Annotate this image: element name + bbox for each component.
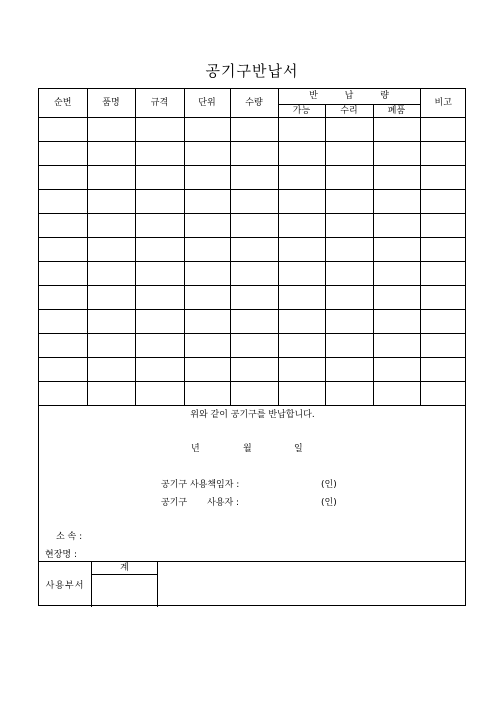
table-cell[interactable] [230, 309, 278, 333]
table-cell[interactable] [420, 117, 466, 141]
table-cell[interactable] [39, 189, 87, 213]
table-cell[interactable] [39, 165, 87, 189]
table-cell[interactable] [278, 213, 325, 237]
table-cell[interactable] [230, 165, 278, 189]
return-statement: 위와 같이 공기구를 반납합니다. [190, 410, 315, 420]
table-cell[interactable] [325, 357, 373, 381]
item-table [39, 89, 466, 406]
table-cell[interactable] [373, 381, 420, 405]
table-cell[interactable] [184, 189, 230, 213]
table-cell[interactable] [135, 165, 184, 189]
header-spec: 규격 [135, 89, 184, 117]
table-cell[interactable] [230, 261, 278, 285]
table-cell[interactable] [230, 237, 278, 261]
date-day: 일 [294, 444, 303, 454]
document-title: 공기구반납서 [205, 62, 299, 80]
table-cell[interactable] [325, 285, 373, 309]
table-row [39, 189, 466, 213]
department-approval [39, 561, 466, 607]
table-cell[interactable] [373, 141, 420, 165]
site-name-label: 현장명 : [45, 550, 77, 560]
table-cell[interactable] [278, 141, 325, 165]
table-cell[interactable] [184, 237, 230, 261]
table-cell[interactable] [230, 213, 278, 237]
table-cell[interactable] [39, 285, 87, 309]
user-signer-label: 공기구 사용자 : [161, 498, 240, 508]
total-sign-box [92, 575, 158, 607]
table-cell[interactable] [230, 285, 278, 309]
table-cell[interactable] [87, 285, 135, 309]
user-seal: (인) [321, 498, 337, 508]
table-row [39, 117, 466, 141]
table-cell[interactable] [325, 261, 373, 285]
header-item: 품명 [87, 89, 135, 117]
table-cell[interactable] [135, 261, 184, 285]
table-cell[interactable] [135, 381, 184, 405]
table-cell[interactable] [420, 333, 466, 357]
header-repair: 수리 [325, 104, 373, 117]
header-no: 순번 [39, 89, 87, 117]
table-row [39, 237, 466, 261]
date-year: 년 [191, 444, 200, 454]
table-row [39, 261, 466, 285]
table-cell[interactable] [39, 333, 87, 357]
table-cell[interactable] [373, 165, 420, 189]
table-cell[interactable] [135, 285, 184, 309]
table-cell[interactable] [278, 189, 325, 213]
total-head: 계 [92, 562, 158, 575]
table-cell[interactable] [420, 213, 466, 237]
table-cell[interactable] [184, 141, 230, 165]
table-cell[interactable] [278, 381, 325, 405]
table-cell[interactable] [420, 357, 466, 381]
table-row [39, 141, 466, 165]
table-cell[interactable] [278, 309, 325, 333]
table-cell[interactable] [184, 333, 230, 357]
table-cell[interactable] [373, 261, 420, 285]
date-month: 월 [243, 444, 252, 454]
table-cell[interactable] [135, 141, 184, 165]
table-cell[interactable] [325, 141, 373, 165]
table-cell[interactable] [87, 357, 135, 381]
table-cell[interactable] [278, 333, 325, 357]
table-cell[interactable] [420, 141, 466, 165]
table-cell[interactable] [87, 309, 135, 333]
table-cell[interactable] [420, 261, 466, 285]
table-cell[interactable] [278, 285, 325, 309]
header-scrap: 폐품 [373, 104, 420, 117]
table-cell[interactable] [420, 381, 466, 405]
table-cell[interactable] [135, 189, 184, 213]
table-cell[interactable] [87, 117, 135, 141]
table-cell[interactable] [39, 213, 87, 237]
table-cell[interactable] [325, 165, 373, 189]
table-cell[interactable] [230, 189, 278, 213]
table-cell[interactable] [135, 357, 184, 381]
table-cell[interactable] [230, 333, 278, 357]
table-cell[interactable] [420, 285, 466, 309]
header-usable: 가능 [278, 104, 325, 117]
table-cell[interactable] [39, 117, 87, 141]
table-row [39, 357, 466, 381]
table-cell[interactable] [420, 309, 466, 333]
table-row [39, 165, 466, 189]
table-cell[interactable] [278, 237, 325, 261]
table-cell[interactable] [184, 261, 230, 285]
table-cell[interactable] [325, 237, 373, 261]
affiliation-label: 소 속 : [56, 532, 83, 542]
table-cell[interactable] [184, 117, 230, 141]
table-cell[interactable] [373, 117, 420, 141]
table-cell[interactable] [325, 117, 373, 141]
table-cell[interactable] [325, 381, 373, 405]
table-cell[interactable] [373, 333, 420, 357]
department-label: 사용부서 [39, 562, 92, 607]
table-cell[interactable] [87, 333, 135, 357]
table-cell[interactable] [325, 333, 373, 357]
table-cell[interactable] [278, 261, 325, 285]
table-cell[interactable] [373, 189, 420, 213]
table-cell[interactable] [39, 381, 87, 405]
table-cell[interactable] [87, 165, 135, 189]
table-cell[interactable] [373, 237, 420, 261]
table-cell[interactable] [135, 237, 184, 261]
responsible-seal: (인) [321, 480, 337, 490]
table-cell[interactable] [184, 309, 230, 333]
table-cell[interactable] [420, 189, 466, 213]
table-cell[interactable] [230, 141, 278, 165]
table-row [39, 381, 466, 405]
table-cell[interactable] [325, 213, 373, 237]
table-cell[interactable] [87, 261, 135, 285]
table-cell[interactable] [278, 357, 325, 381]
table-cell[interactable] [135, 117, 184, 141]
table-cell[interactable] [135, 309, 184, 333]
table-row [39, 213, 466, 237]
table-cell[interactable] [184, 357, 230, 381]
table-cell[interactable] [373, 309, 420, 333]
table-cell[interactable] [184, 213, 230, 237]
header-unit: 단위 [184, 89, 230, 117]
table-cell[interactable] [39, 261, 87, 285]
table-cell[interactable] [87, 141, 135, 165]
table-cell[interactable] [373, 285, 420, 309]
table-cell[interactable] [184, 285, 230, 309]
table-row [39, 309, 466, 333]
header-qty: 수량 [230, 89, 278, 117]
table-cell[interactable] [278, 165, 325, 189]
table-cell[interactable] [373, 213, 420, 237]
return-form [38, 88, 466, 606]
header-return-qty: 반 납 량 [278, 89, 420, 104]
table-cell[interactable] [87, 381, 135, 405]
table-cell[interactable] [39, 141, 87, 165]
table-cell[interactable] [135, 333, 184, 357]
table-cell[interactable] [278, 117, 325, 141]
responsible-signer-label: 공기구 사용책임자 : [161, 480, 240, 490]
table-cell[interactable] [87, 237, 135, 261]
table-cell[interactable] [135, 213, 184, 237]
table-cell[interactable] [39, 237, 87, 261]
table-cell[interactable] [230, 357, 278, 381]
table-cell[interactable] [230, 381, 278, 405]
table-cell[interactable] [87, 213, 135, 237]
table-row [39, 285, 466, 309]
table-row [39, 333, 466, 357]
table-cell[interactable] [184, 165, 230, 189]
table-cell[interactable] [420, 165, 466, 189]
table-cell[interactable] [87, 189, 135, 213]
table-cell[interactable] [184, 381, 230, 405]
header-remark: 비고 [420, 89, 466, 117]
table-cell[interactable] [420, 237, 466, 261]
table-cell[interactable] [230, 117, 278, 141]
table-cell[interactable] [373, 357, 420, 381]
table-cell[interactable] [39, 357, 87, 381]
table-cell[interactable] [325, 309, 373, 333]
table-cell[interactable] [39, 309, 87, 333]
table-cell[interactable] [325, 189, 373, 213]
